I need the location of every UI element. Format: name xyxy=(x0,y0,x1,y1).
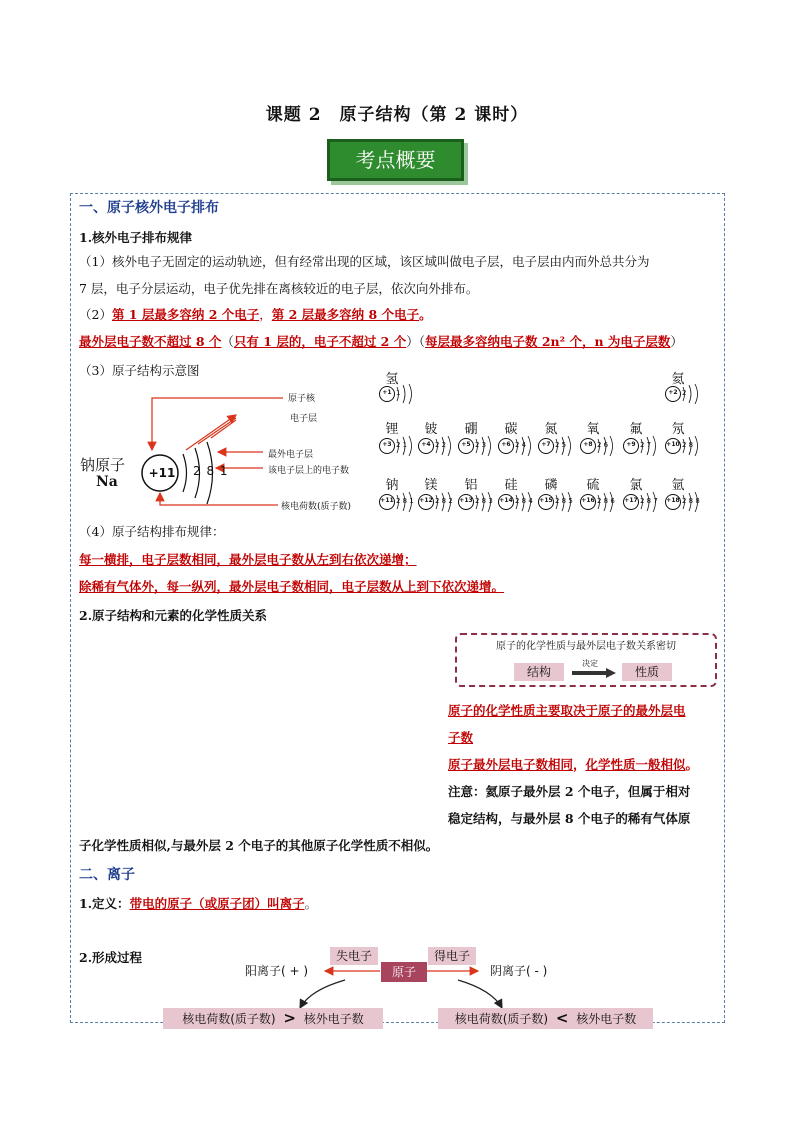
determines-label: 决定 xyxy=(582,659,598,668)
label-shell-electron-count: 该电子层上的电子数 xyxy=(268,466,350,476)
element-name: 氧 xyxy=(586,422,600,437)
element-nucleus: +10 xyxy=(666,441,680,448)
subsection-heading-1: 1.核外电子排布规律 xyxy=(79,230,193,245)
def-end: 。 xyxy=(304,896,318,911)
element-name: 硫 xyxy=(586,478,600,493)
element-electrons: 2 8 xyxy=(682,441,694,449)
relationship-box-title: 原子的化学性质与最外层电子数关系密切 xyxy=(496,641,676,652)
element-nucleus: +12 xyxy=(419,497,433,504)
section1-heading: 一、原子核外电子排布 xyxy=(79,200,219,216)
rule-row: 每一横排，电子层数相同，最外层电子数从左到右依次递增； xyxy=(79,552,417,567)
element-electrons: 2 6 xyxy=(597,441,609,449)
element-electrons: 2 7 xyxy=(640,441,652,449)
element-electrons: 2 8 8 xyxy=(682,497,700,505)
arrow-nucleus xyxy=(152,398,283,450)
element-nucleus: +1 xyxy=(382,389,392,396)
label-shell: 电子层 xyxy=(290,414,318,424)
paragraph-5: （4）原子结构排布规律： xyxy=(79,524,225,539)
element-electrons: 2 8 3 xyxy=(475,497,493,505)
element-nucleus: +2 xyxy=(668,389,678,396)
element-nucleus: +9 xyxy=(626,441,636,448)
anion-relation-box xyxy=(438,1008,653,1029)
element-name: 碳 xyxy=(504,422,518,437)
p3-f: ） xyxy=(670,334,683,349)
structure-pill: 结构 xyxy=(514,663,564,681)
element-nucleus: +13 xyxy=(459,497,473,504)
element-name: 铝 xyxy=(464,478,478,493)
cation-electrons: 核外电子数 xyxy=(303,1012,364,1026)
element-name: 硼 xyxy=(464,422,478,437)
cation-relation-box xyxy=(163,1008,383,1029)
element-name: 磷 xyxy=(544,478,558,493)
lose-electron-pill: 失电子 xyxy=(330,947,378,965)
element-electrons: 1 xyxy=(396,389,401,397)
element-name: 氮 xyxy=(544,422,558,437)
paragraph-2 xyxy=(79,307,432,323)
p3-e: 每层最多容纳电子数 2n² 个，n 为电子层数 xyxy=(425,334,671,349)
element-nucleus: +17 xyxy=(624,497,638,504)
label-nuclear-charge: 核电荷数(质子数) xyxy=(281,502,352,512)
p3-b: （ xyxy=(221,334,234,349)
label-nucleus: 原子核 xyxy=(288,394,316,404)
r3-a: 原子最外层电子数相同 xyxy=(448,757,574,772)
element-electrons: 2 8 7 xyxy=(640,497,658,505)
element-electrons: 2 1 xyxy=(396,441,408,449)
right-text-2: 子数 xyxy=(448,730,474,745)
paragraph-1a: （1）核外电子无固定的运动轨迹，但有经常出现的区域，该区域叫做电子层，电子层由内而外总共分为 xyxy=(79,254,650,269)
element-electrons: 2 xyxy=(682,389,687,397)
p2-prefix: （2） xyxy=(79,307,112,322)
element-electrons: 2 8 1 xyxy=(396,497,414,505)
element-nucleus: +7 xyxy=(541,441,551,448)
element-electrons: 2 8 5 xyxy=(555,497,573,505)
element-nucleus: +15 xyxy=(539,497,553,504)
right-text-1: 原子的化学性质主要取决于原子的最外层电 xyxy=(448,703,686,718)
p3-d: ）（ xyxy=(406,334,425,349)
p2-rule-b: 第 2 层最多容纳 8 个电子 xyxy=(271,307,420,322)
less-than-sign: < xyxy=(555,1009,569,1027)
element-electrons: 2 5 xyxy=(555,441,567,449)
element-nucleus: +6 xyxy=(501,441,511,448)
p3-a: 最外层电子数不超过 8 个 xyxy=(79,334,222,349)
element-name: 铍 xyxy=(424,422,438,437)
page-title: 课题 2 原子结构（第 2 课时） xyxy=(265,105,529,125)
element-nucleus: +18 xyxy=(666,497,680,504)
p2-end: 。 xyxy=(419,307,432,322)
sodium-nucleus-label: +11 xyxy=(148,466,176,480)
right-text-4: 注意：氦原子最外层 2 个电子，但属于相对 xyxy=(448,784,691,799)
element-nucleus: +4 xyxy=(421,441,431,448)
element-name: 硅 xyxy=(504,478,518,493)
element-name: 氯 xyxy=(629,478,643,493)
def-prefix: 1.定义： xyxy=(79,896,130,911)
anion-electrons: 核外电子数 xyxy=(576,1012,637,1026)
r3-d: 。 xyxy=(685,757,699,772)
paragraph-1b: 7 层，电子分层运动，电子优先排在离核较近的电子层，依次向外排布。 xyxy=(79,281,479,296)
element-name: 氦 xyxy=(671,372,685,387)
element-electrons: 2 3 xyxy=(475,441,487,449)
ion-definition xyxy=(79,896,317,912)
element-name: 钠 xyxy=(385,478,399,493)
right-text-6: 子化学性质相似,与最外层 2 个电子的其他原子化学性质不相似。 xyxy=(79,838,439,853)
element-name: 镁 xyxy=(424,478,438,493)
gain-electron-pill: 得电子 xyxy=(428,947,476,965)
sodium-shell-counts: 2 8 1 xyxy=(193,464,229,478)
element-nucleus: +8 xyxy=(583,441,593,448)
property-pill: 性质 xyxy=(622,663,672,681)
p3-c: 只有 1 层的，电子不超过 2 个 xyxy=(233,334,407,349)
element-name: 氖 xyxy=(671,422,685,437)
cation-charge: 核电荷数(质子数) xyxy=(182,1012,276,1026)
element-name: 氢 xyxy=(385,372,399,387)
element-nucleus: +14 xyxy=(499,497,513,504)
p2-rule-a: 第 1 层最多容纳 2 个电子 xyxy=(111,307,260,322)
section-badge: 考点概要 xyxy=(327,139,464,181)
element-nucleus: +5 xyxy=(461,441,471,448)
formation-heading: 2.形成过程 xyxy=(79,950,143,965)
element-electrons: 2 2 xyxy=(435,441,447,449)
cation-label: 阳离子( + ) xyxy=(245,964,309,978)
sodium-symbol: Na xyxy=(96,474,118,490)
anion-charge: 核电荷数(质子数) xyxy=(454,1012,549,1026)
element-nucleus: +16 xyxy=(581,497,595,504)
paragraph-4: （3）原子结构示意图 xyxy=(79,363,200,378)
element-nucleus: +11 xyxy=(380,497,394,504)
r3-b: ， xyxy=(573,757,586,772)
paragraph-3 xyxy=(79,334,683,350)
sodium-name: 钠原子 xyxy=(80,456,126,474)
r3-c: 化学性质一般相似 xyxy=(585,757,686,772)
determines-arrow xyxy=(570,668,620,678)
element-nucleus: +3 xyxy=(382,441,392,448)
element-name: 氩 xyxy=(671,478,685,493)
label-outer-shell: 最外电子层 xyxy=(268,450,314,460)
anion-label: 阴离子( - ) xyxy=(490,964,548,978)
element-name: 锂 xyxy=(385,422,399,437)
def-text: 带电的原子（或原子团）叫离子 xyxy=(129,896,305,911)
element-electrons: 2 8 4 xyxy=(515,497,533,505)
greater-than-sign: > xyxy=(283,1009,296,1027)
subsection-heading-2: 2.原子结构和元素的化学性质关系 xyxy=(79,608,268,623)
element-electrons: 2 4 xyxy=(515,441,527,449)
atom-box: 原子 xyxy=(381,962,427,982)
right-text-5: 稳定结构，与最外层 8 个电子的稀有气体原 xyxy=(448,811,691,826)
element-electrons: 2 8 6 xyxy=(597,497,615,505)
element-name: 氟 xyxy=(629,422,643,437)
section2-heading: 二、离子 xyxy=(79,867,135,883)
rule-column: 除稀有气体外，每一纵列，最外层电子数相同，电子层数从上到下依次递增。 xyxy=(79,579,505,594)
right-text-3 xyxy=(448,757,698,773)
element-electrons: 2 8 2 xyxy=(435,497,453,505)
p2-sep: ， xyxy=(259,307,272,322)
